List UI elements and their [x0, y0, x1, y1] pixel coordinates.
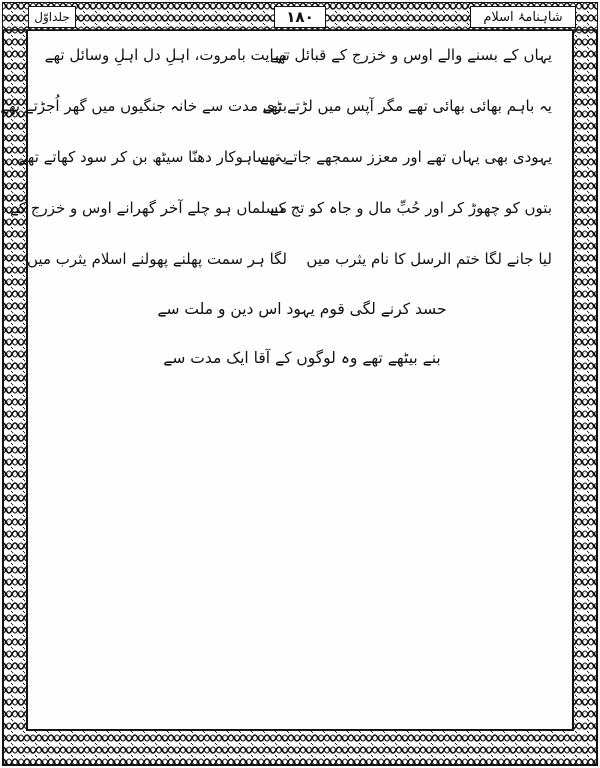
- misra-second: نہایت بامروت، اہلِ دل اہلِ وسائل تھے: [44, 46, 287, 64]
- couplet: [27, 248, 552, 299]
- couplet: [44, 44, 552, 95]
- misra-second: لگا ہر سمت پھلنے پھولنے اسلام یثرب میں: [27, 250, 287, 268]
- book-title: شاہنامۂ اسلام: [470, 6, 576, 28]
- misra-second: یہ ساہوکار دھنّا سیٹھ بن کر سود کھاتے تھے: [18, 148, 287, 166]
- misra-second: مسلماں ہو چلے آخر گھرانے اوس و خزرج کے: [10, 199, 287, 217]
- poem-couplets: [0, 44, 552, 299]
- misra-first: یہ باہم بھائی بھائی تھے مگر آپس میں لڑتے تھے: [262, 97, 552, 115]
- misra-first: یہاں کے بسنے والے اوس و خزرج کے قبائل تھے: [269, 46, 552, 64]
- couplet: [10, 197, 552, 248]
- misra-second: بڑی مدت سے خانہ جنگیوں میں گھر اُجڑتے تھے: [0, 97, 287, 115]
- page-number: ۱۸۰: [274, 6, 326, 28]
- closing-misra-second: بنے بیٹھے تھے وہ لوگوں کے آقا ایک مدت سے: [163, 349, 441, 367]
- misra-first: لیا جانے لگا ختم الرسل کا نام یثرب میں: [306, 250, 552, 268]
- couplet: [18, 146, 552, 197]
- misra-first: یہودی بھی یہاں تھے اور معزز سمجھے جاتے تھے: [259, 148, 552, 166]
- couplet: [0, 95, 552, 146]
- volume-label: جلداوّل: [28, 6, 76, 28]
- closing-misra-first: حسد کرنے لگی قوم یہود اس دین و ملت سے: [157, 300, 447, 318]
- misra-first: بتوں کو چھوڑ کر اور حُبِّ مال و جاہ کو تج کے: [269, 199, 552, 217]
